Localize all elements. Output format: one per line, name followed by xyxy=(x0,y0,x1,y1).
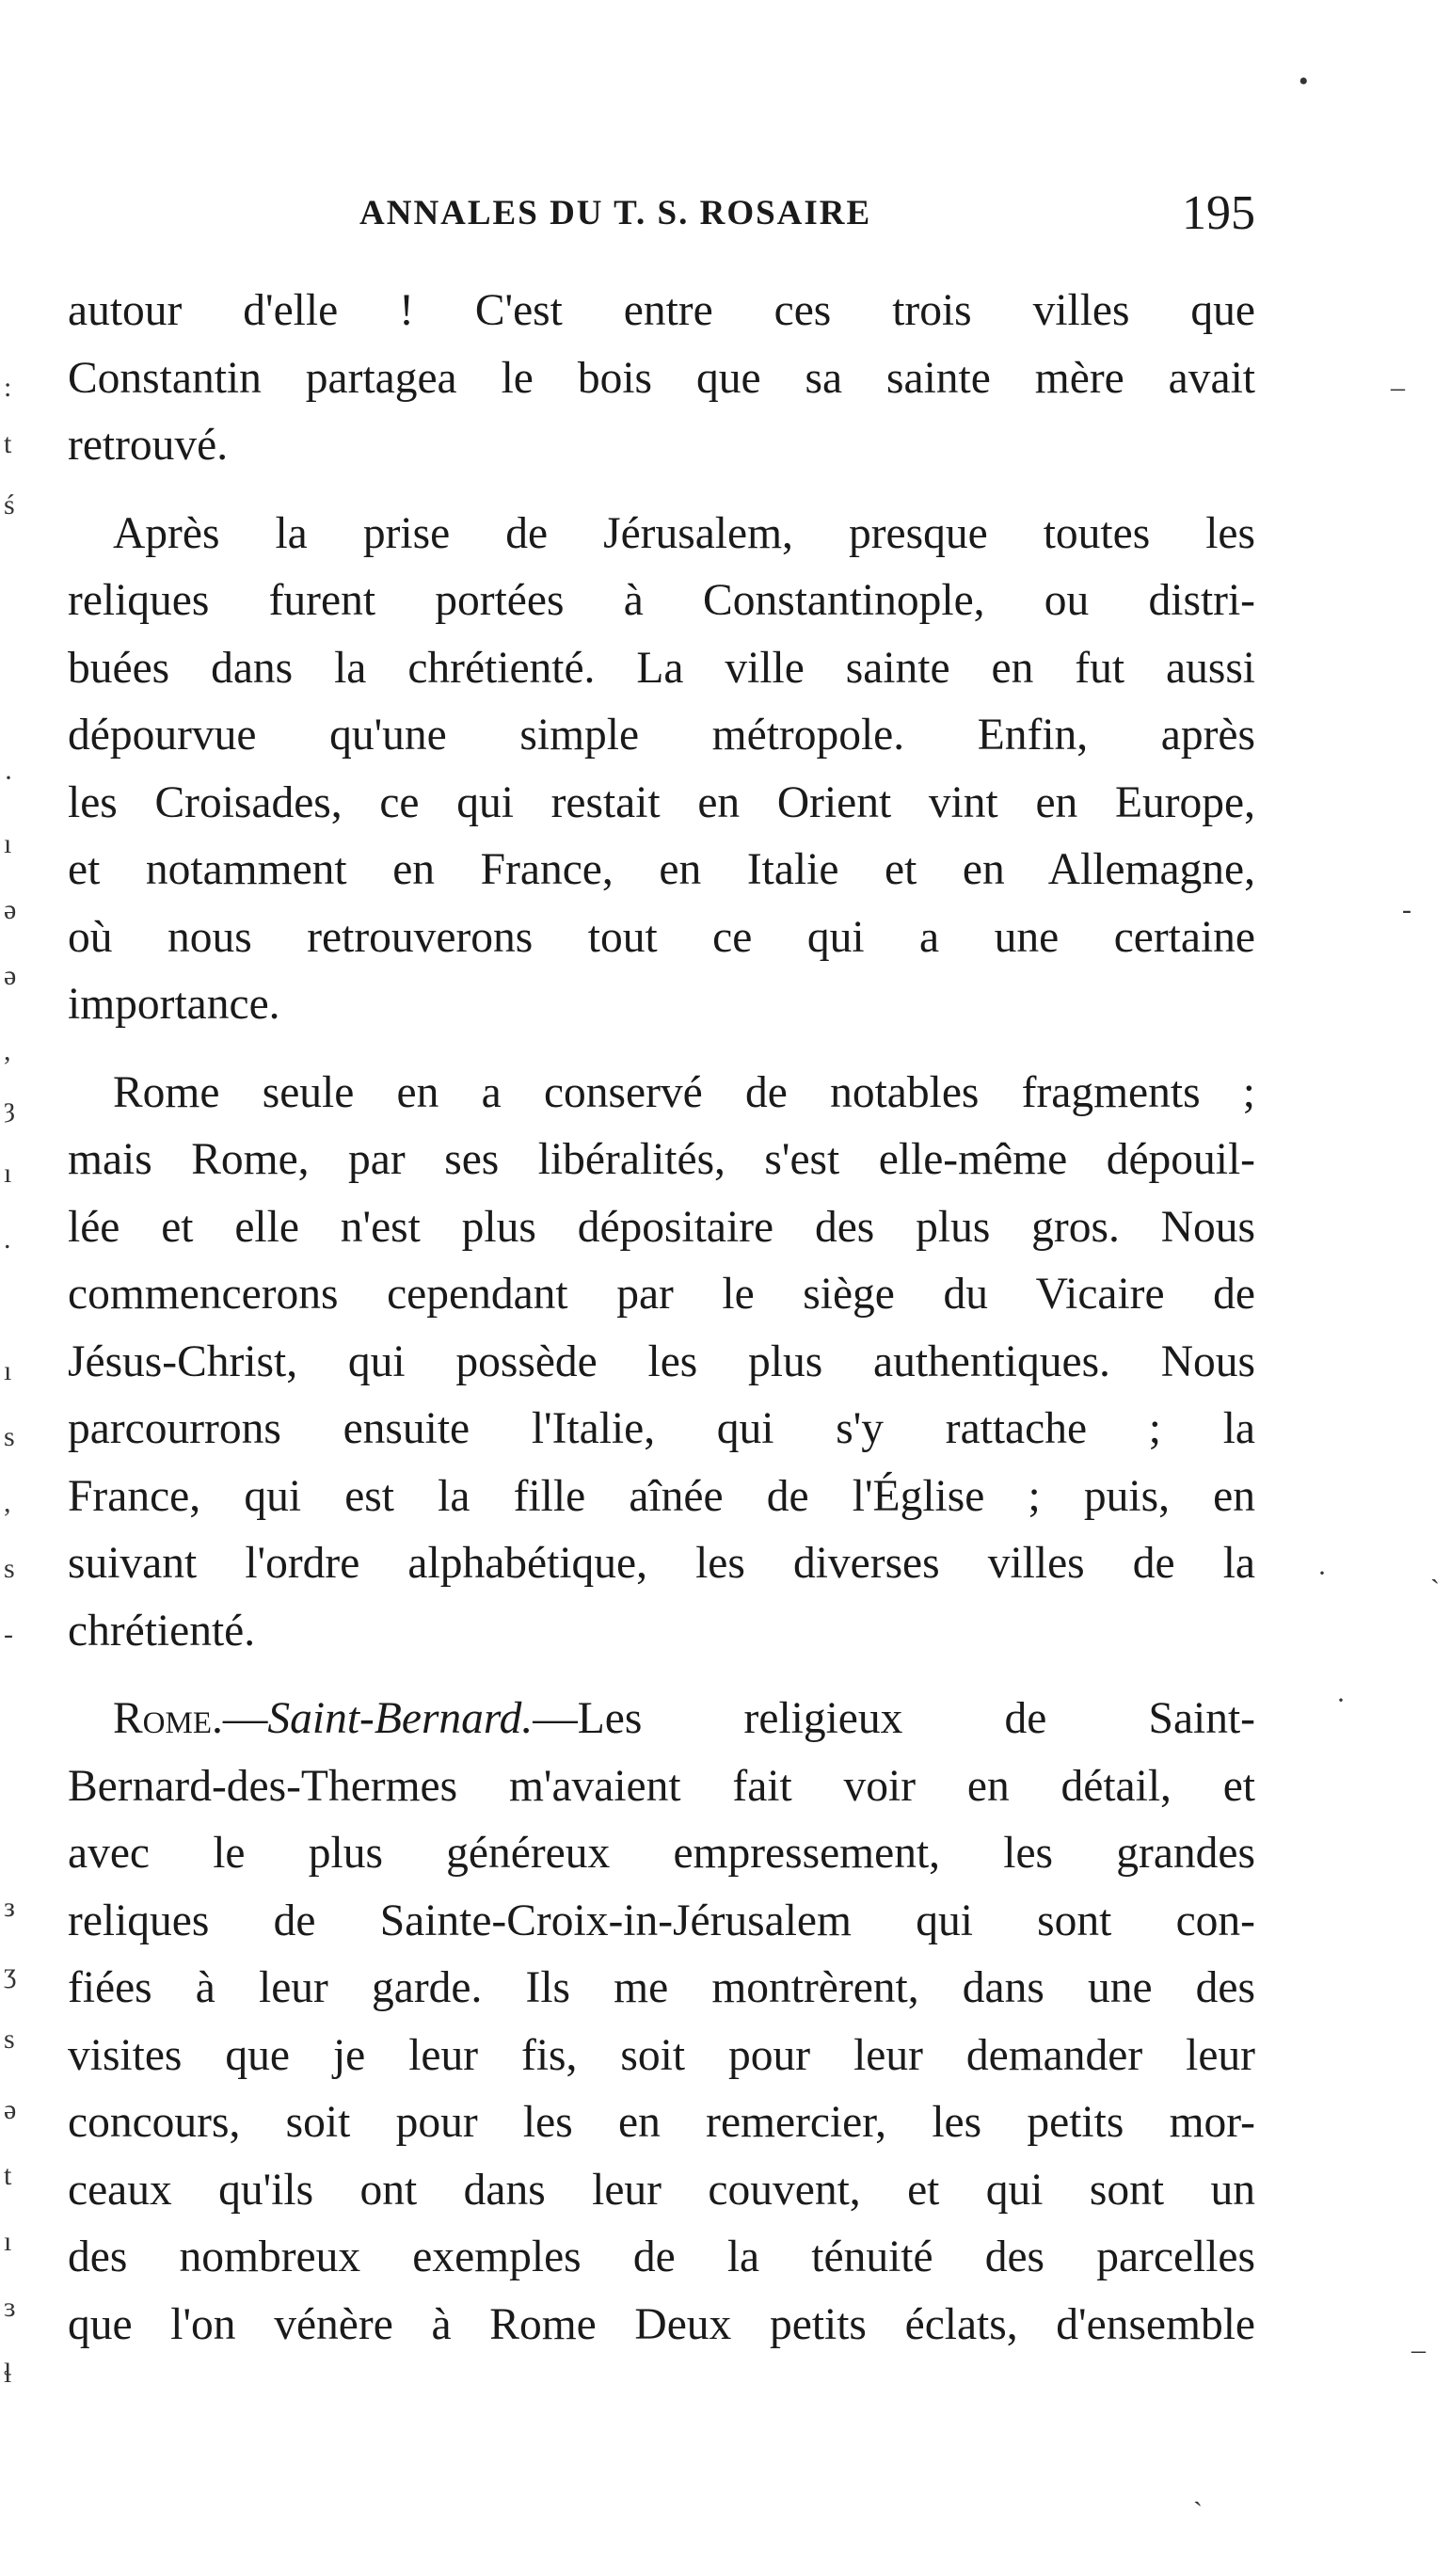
running-header xyxy=(68,186,1255,249)
margin-mark: s xyxy=(4,2024,15,2055)
text-line: France, qui est la fille aînée de l'Église ; puis, en xyxy=(68,1471,1255,1521)
margin-mark: t xyxy=(4,428,12,459)
text-line: les Croisades, ce qui restait en Orient vint en Europe, xyxy=(68,777,1255,827)
text-line: visites que je leur fis, soit pour leur demander leur xyxy=(68,2030,1255,2080)
text-line: mais Rome, par ses libéralités, s'est elle-même dépouil- xyxy=(68,1135,1255,1184)
section-lead-place: Rome. xyxy=(113,1694,223,1743)
margin-mark: : xyxy=(4,372,12,403)
paragraph xyxy=(68,1060,1255,1666)
margin-mark: · xyxy=(4,762,13,793)
text-line: reliques de Sainte-Croix-in-Jérusalem qui sont con- xyxy=(68,1896,1255,1945)
margin-mark: ˎ xyxy=(1430,1553,1440,1584)
margin-mark: · xyxy=(1317,1558,1327,1589)
text-line: parcourrons ensuite l'Italie, qui s'y rattache ; la xyxy=(68,1404,1255,1453)
margin-mark: ś xyxy=(4,489,15,520)
text-line: commencerons cependant par le siège du Vicaire de xyxy=(68,1270,1255,1319)
section-lead-subject: Saint-Bernard. xyxy=(267,1694,534,1743)
margin-mark: ȝ xyxy=(4,1092,15,1123)
text-line: buées dans la chrétienté. La ville sainte en fut aussi xyxy=(68,643,1255,693)
margin-mark: ı xyxy=(4,1158,12,1189)
paragraph xyxy=(68,278,1255,480)
margin-mark: ı xyxy=(4,1355,12,1386)
margin-mark: ʒ xyxy=(4,1958,17,1989)
text-line: concours, soit pour les en remercier, les petits mor- xyxy=(68,2098,1255,2147)
margin-mark: . xyxy=(4,1224,11,1255)
text-line: dépourvue qu'une simple métropole. Enfin, après xyxy=(68,711,1255,760)
margin-mark: ı xyxy=(4,828,12,859)
paragraph xyxy=(68,1686,1255,2359)
running-title: ANNALES DU T. S. ROSAIRE xyxy=(359,194,872,232)
text-line: Constantin partagea le bois que sa sainte mère avait xyxy=(68,353,1255,403)
text-line: chrétienté. xyxy=(68,1606,256,1656)
text-line: Bernard-des-Thermes m'avaient fait voir en détail, et xyxy=(68,1761,1255,1811)
text-line: autour d'elle ! C'est entre ces trois villes que xyxy=(68,286,1255,335)
margin-mark: ‒ xyxy=(1411,2334,1426,2365)
text-line: fiées à leur garde. Ils me montrèrent, dans une des xyxy=(68,1963,1255,2012)
text-line: importance. xyxy=(68,980,280,1029)
body-text xyxy=(68,278,1255,2379)
page-number: 195 xyxy=(1182,186,1255,240)
margin-mark: t xyxy=(4,2160,12,2191)
text-line: avec le plus généreux empressement, les grandes xyxy=(68,1829,1255,1878)
text-line: des nombreux exemples de la ténuité des parcelles xyxy=(68,2232,1255,2281)
text-line: suivant l'ordre alphabétique, les diverses villes de la xyxy=(68,1539,1255,1588)
text-line: reliques furent portées à Constantinople, ou distri- xyxy=(68,576,1255,625)
section-lead-rest: —Les religieux de Saint- xyxy=(533,1694,1255,1743)
margin-mark: ɬ xyxy=(4,2358,12,2389)
margin-mark: з xyxy=(4,1892,15,1923)
text-line xyxy=(68,1686,1255,1753)
text-line: et notamment en France, en Italie et en Allemagne, xyxy=(68,845,1255,894)
text-line: ceaux qu'ils ont dans leur couvent, et qui sont un xyxy=(68,2165,1255,2215)
margin-mark: • xyxy=(1299,66,1309,97)
margin-mark: - xyxy=(1402,894,1411,925)
text-line: où nous retrouverons tout ce qui a une certaine xyxy=(68,912,1255,962)
margin-mark: · xyxy=(1336,1685,1346,1716)
margin-mark: ɜ xyxy=(4,2292,16,2323)
text-line: retrouvé. xyxy=(68,421,229,470)
margin-mark: s xyxy=(4,1421,15,1452)
margin-mark: ə xyxy=(4,894,17,925)
section-lead-dash: — xyxy=(222,1694,268,1743)
margin-mark: ı xyxy=(4,2226,12,2257)
margin-mark: , xyxy=(4,1487,11,1518)
margin-mark: - xyxy=(4,1619,13,1650)
margin-mark: ə xyxy=(4,2094,17,2125)
text-line: que l'on vénère à Rome Deux petits éclats, d'ensemble xyxy=(68,2299,1255,2349)
margin-mark: ˎ xyxy=(1193,2475,1203,2506)
text-line: Rome seule en a conservé de notables fragments ; xyxy=(113,1067,1255,1117)
margin-mark: ə xyxy=(4,960,17,991)
text-line: lée et elle n'est plus dépositaire des plus gros. Nous xyxy=(68,1202,1255,1252)
paragraph xyxy=(68,501,1255,1039)
margin-mark: ‒ xyxy=(1391,372,1405,403)
margin-mark: s xyxy=(4,1553,15,1584)
text-line: Après la prise de Jérusalem, presque toutes les xyxy=(113,508,1255,558)
text-line: Jésus-Christ, qui possède les plus authentiques. Nous xyxy=(68,1336,1255,1386)
margin-mark: , xyxy=(4,1035,11,1066)
